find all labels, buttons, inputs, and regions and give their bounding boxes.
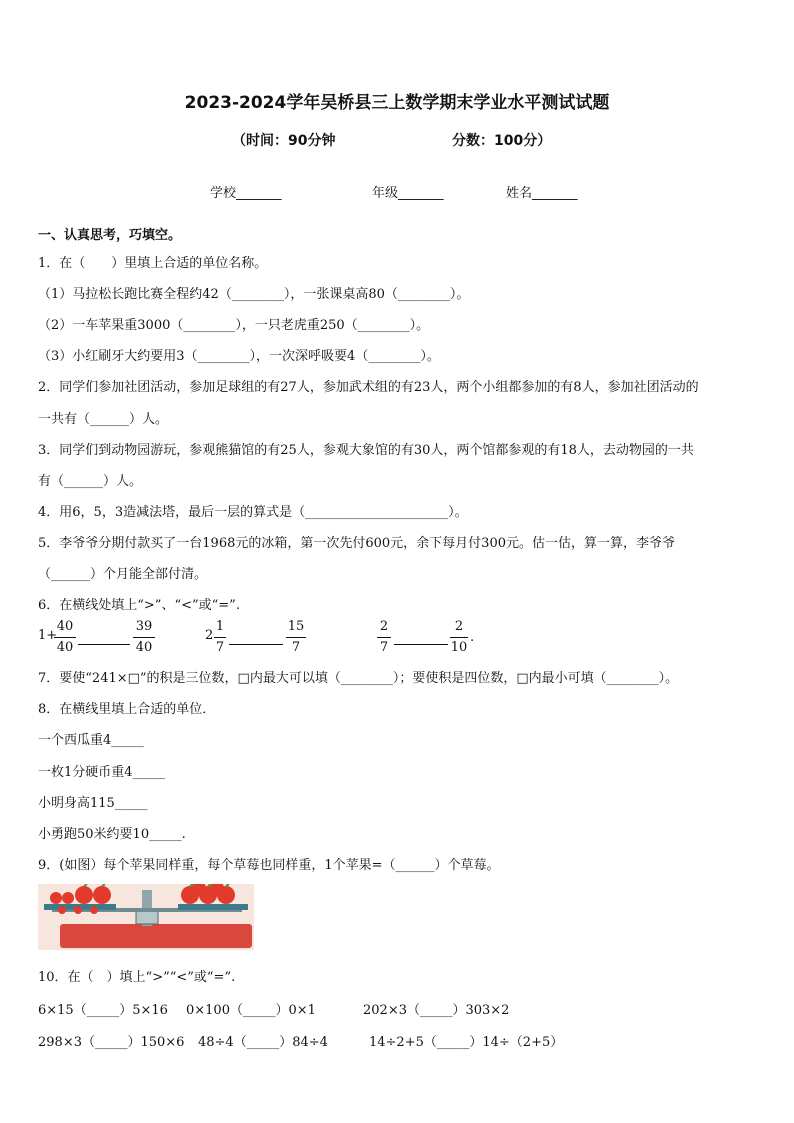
fraction-bar: [286, 637, 306, 638]
question-10-r2c: 14÷2+5（_____）14÷（2+5）: [369, 1035, 564, 1050]
section-heading: 一、认真思考，巧填空。: [38, 228, 182, 243]
question-5-line2: （______）个月能全部付清。: [38, 567, 208, 582]
question-8-c: 小明身高115_____: [38, 796, 148, 811]
q6-fraction-3: [214, 618, 226, 657]
q6-fraction-6: [450, 618, 468, 657]
fraction-bar: [450, 637, 468, 638]
question-2-line2: 一共有（______）人。: [38, 412, 169, 427]
question-1: 1．在（ ）里填上合适的单位名称。: [38, 256, 268, 271]
q6-end: .: [470, 630, 475, 645]
question-10: 10．在（ ）填上“>”“<”或“=”.: [38, 970, 236, 985]
strawberry-icon: [74, 906, 82, 914]
q6-fraction-1: [54, 618, 76, 657]
denominator: 10: [450, 640, 468, 655]
question-3-line2: 有（______）人。: [38, 474, 143, 489]
fraction-bar: [377, 637, 391, 638]
school-field: 学校_______: [210, 186, 282, 201]
question-8-b: 一枚1分硬币重4_____: [38, 765, 166, 780]
numerator: 2: [454, 619, 464, 634]
grade-field: 年级_______: [372, 186, 444, 201]
q6-fraction-5: [377, 618, 391, 657]
numerator: 1: [215, 619, 225, 634]
question-2-line1: 2．同学们参加社团活动，参加足球组的有27人，参加武术组的有23人，两个小组都参加的有8人，参加社团活动的: [38, 380, 699, 395]
exam-score: 分数：100分）: [452, 133, 552, 149]
question-4: 4．用6，5，3造减法塔，最后一层的算式是（______________________）。: [38, 505, 468, 520]
apple-icon: [75, 886, 93, 904]
question-7: 7．要使“241×□”的积是三位数，□内最大可以填（________）；要使积是四位数，□内最小可填（________）。: [38, 671, 679, 686]
question-9: 9．(如图）每个苹果同样重，每个草莓也同样重，1个苹果=（______）个草莓。: [38, 858, 500, 873]
q6-prefix: 1+: [38, 628, 58, 643]
denominator: 7: [291, 640, 301, 655]
numerator: 2: [379, 619, 389, 634]
name-field: 姓名_______: [506, 186, 578, 201]
question-8: 8．在横线里填上合适的单位．: [38, 702, 216, 717]
answer-line: [78, 644, 130, 645]
strawberry-icon: [90, 906, 98, 914]
fraction-bar: [214, 637, 226, 638]
question-10-r2a: 298×3（_____）150×6: [38, 1035, 185, 1050]
exam-time: （时间：90分钟: [232, 133, 336, 149]
denominator: 7: [379, 640, 389, 655]
page-title: 2023-2024学年吴桥县三上数学期末学业水平测试试题: [184, 93, 610, 113]
question-5-line1: 5．李爷爷分期付款买了一台1968元的冰箱，第一次先付600元，余下每月付300元。估一估，算一算，李爷爷: [38, 536, 675, 551]
question-1-a: （1）马拉松长跑比赛全程约42（________），一张课桌高80（________）。: [38, 287, 470, 302]
denominator: 40: [135, 640, 153, 655]
numerator: 15: [287, 619, 305, 634]
question-6: 6．在横线处填上“>”、“<”或“=”.: [38, 598, 240, 613]
answer-line: [229, 644, 283, 645]
question-8-a: 一个西瓜重4_____: [38, 733, 144, 748]
fraction-bar: [133, 637, 155, 638]
numerator: 40: [56, 619, 74, 634]
fraction-bar: [54, 637, 76, 638]
apple-icon: [93, 886, 111, 904]
question-1-b: （2）一车苹果重3000（________），一只老虎重250（________）。: [38, 318, 430, 333]
question-10-r1a: 6×15（_____）5×16: [38, 1003, 168, 1018]
strawberry-icon: [50, 892, 62, 904]
question-10-r2b: 48÷4（_____）84÷4: [198, 1035, 328, 1050]
q6-whole: 2: [205, 628, 214, 643]
scale-weight-box: [136, 910, 158, 924]
strawberry-icon: [58, 906, 66, 914]
right-tray: [178, 904, 248, 910]
question-1-c: （3）小红刷牙大约要用3（________），一次深呼吸要4（________）。: [38, 349, 440, 364]
q6-fraction-2: [133, 618, 155, 657]
question-10-r1b: 0×100（_____）0×1: [186, 1003, 316, 1018]
question-3-line1: 3．同学们到动物园游玩，参观熊猫馆的有25人，参观大象馆的有30人，两个馆都参观的有18人，去动物园的一共: [38, 443, 694, 458]
question-10-r1c: 202×3（_____）303×2: [363, 1003, 510, 1018]
scale-base: [60, 924, 252, 948]
strawberry-icon: [62, 892, 74, 904]
balance-scale-illustration: [38, 884, 254, 950]
denominator: 40: [56, 640, 74, 655]
denominator: 7: [215, 640, 225, 655]
q6-fraction-4: [286, 618, 306, 657]
question-8-d: 小勇跑50米约要10_____.: [38, 827, 186, 842]
numerator: 39: [135, 619, 153, 634]
answer-line: [394, 644, 448, 645]
